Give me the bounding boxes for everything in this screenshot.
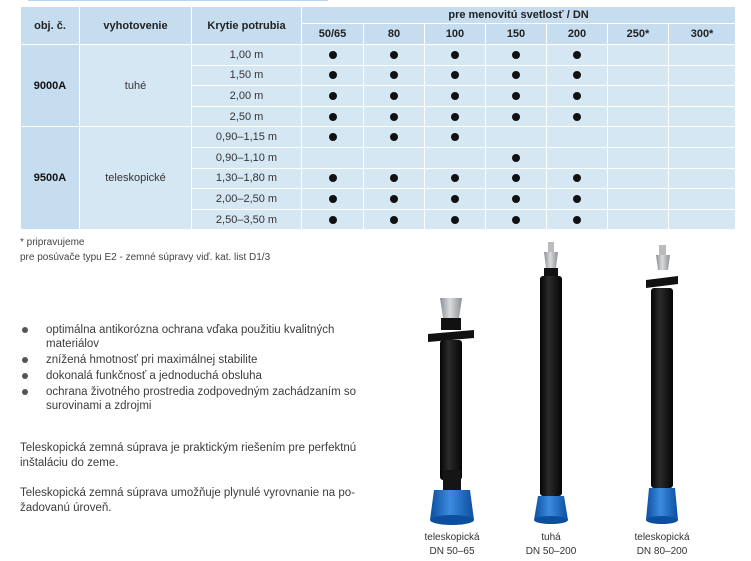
availability-cell xyxy=(486,45,547,66)
available-dot-icon xyxy=(390,133,398,141)
rigid-set xyxy=(534,242,568,524)
available-dot-icon xyxy=(329,51,337,59)
availability-cell xyxy=(608,189,669,210)
available-dot-icon xyxy=(451,133,459,141)
header-dn: 200 xyxy=(547,24,608,45)
available-dot-icon xyxy=(512,174,520,182)
available-dot-icon xyxy=(512,216,520,224)
availability-cell xyxy=(608,45,669,66)
bullet-icon xyxy=(22,327,28,333)
available-dot-icon xyxy=(390,195,398,203)
bullet-icon xyxy=(22,389,28,395)
availability-cell xyxy=(547,86,608,107)
available-dot-icon xyxy=(512,154,520,162)
cover-length: 0,90–1,15 m xyxy=(192,127,302,148)
available-dot-icon xyxy=(390,92,398,100)
availability-cell xyxy=(302,147,364,168)
bullet-icon xyxy=(22,373,28,379)
telescopic-set-large xyxy=(646,245,678,524)
table-notes xyxy=(20,235,270,265)
paragraph-adjust: Teleskopická zemná súprava umožňuje plynulé vyrovnanie na po-žadovanú úroveň. xyxy=(20,487,355,514)
availability-cell xyxy=(669,127,736,148)
availability-cell xyxy=(669,86,736,107)
header-design: vyhotovenie xyxy=(80,7,192,45)
cover-length: 1,00 m xyxy=(192,45,302,66)
availability-cell xyxy=(364,86,425,107)
availability-cell xyxy=(608,209,669,230)
availability-cell xyxy=(302,209,364,230)
feature-item: optimálna antikorózna ochrana vďaka použitiu kvalitných materiálov xyxy=(20,323,375,351)
availability-cell xyxy=(364,147,425,168)
availability-cell xyxy=(302,86,364,107)
availability-cell xyxy=(425,168,486,189)
availability-cell xyxy=(486,86,547,107)
availability-cell xyxy=(364,45,425,66)
availability-cell xyxy=(302,168,364,189)
paragraph-intro: Teleskopická zemná súprava je praktickým riešením pre perfektnú inštaláciu do zeme. xyxy=(20,442,357,469)
table-row xyxy=(21,127,736,148)
availability-cell xyxy=(486,189,547,210)
availability-cell xyxy=(425,45,486,66)
availability-cell xyxy=(608,147,669,168)
available-dot-icon xyxy=(329,195,337,203)
availability-cell xyxy=(364,168,425,189)
available-dot-icon xyxy=(573,92,581,100)
available-dot-icon xyxy=(329,216,337,224)
availability-cell xyxy=(486,168,547,189)
available-dot-icon xyxy=(451,174,459,182)
availability-cell xyxy=(547,106,608,127)
caption-rigid: tuhá DN 50–200 xyxy=(525,532,577,557)
note-reference: pre posúvače typu E2 - zemné súpravy viď. kat. list D1/3 xyxy=(20,252,271,263)
feature-item: dokonalá funkčnosť a jednoduchá obsluha xyxy=(20,369,375,383)
availability-cell xyxy=(547,189,608,210)
availability-cell xyxy=(486,147,547,168)
available-dot-icon xyxy=(512,51,520,59)
availability-cell xyxy=(608,86,669,107)
available-dot-icon xyxy=(390,113,398,121)
availability-cell xyxy=(486,209,547,230)
feature-list xyxy=(20,323,375,415)
header-dn: 80 xyxy=(364,24,425,45)
available-dot-icon xyxy=(390,71,398,79)
header-code: obj. č. xyxy=(21,7,80,45)
bullet-icon xyxy=(22,357,28,363)
available-dot-icon xyxy=(512,71,520,79)
availability-cell xyxy=(608,106,669,127)
availability-cell xyxy=(669,106,736,127)
availability-cell xyxy=(547,209,608,230)
availability-cell xyxy=(425,147,486,168)
available-dot-icon xyxy=(329,133,337,141)
availability-cell xyxy=(425,106,486,127)
header-dn-group: pre menovitú svetlosť / DN xyxy=(302,7,736,24)
availability-cell xyxy=(547,45,608,66)
availability-cell xyxy=(302,106,364,127)
availability-cell xyxy=(669,65,736,86)
availability-cell xyxy=(669,168,736,189)
availability-cell xyxy=(425,189,486,210)
object-code: 9500A xyxy=(21,127,80,230)
available-dot-icon xyxy=(329,92,337,100)
available-dot-icon xyxy=(329,71,337,79)
available-dot-icon xyxy=(390,216,398,224)
telescopic-set-small xyxy=(428,298,474,525)
availability-cell xyxy=(425,209,486,230)
availability-cell xyxy=(425,86,486,107)
available-dot-icon xyxy=(512,195,520,203)
feature-item: znížená hmotnosť pri maximálnej stabilite xyxy=(20,353,375,367)
availability-cell xyxy=(547,168,608,189)
available-dot-icon xyxy=(573,71,581,79)
caption-telescopic-small: teleskopická DN 50–65 xyxy=(424,532,480,557)
availability-cell xyxy=(425,65,486,86)
top-rule xyxy=(28,0,328,5)
available-dot-icon xyxy=(573,51,581,59)
cover-length: 0,90–1,10 m xyxy=(192,147,302,168)
availability-cell xyxy=(364,65,425,86)
availability-cell xyxy=(486,106,547,127)
availability-cell xyxy=(302,189,364,210)
spec-table-body xyxy=(21,45,736,230)
available-dot-icon xyxy=(573,113,581,121)
available-dot-icon xyxy=(451,195,459,203)
availability-cell xyxy=(669,189,736,210)
cover-length: 2,50–3,50 m xyxy=(192,209,302,230)
availability-cell xyxy=(608,127,669,148)
object-code: 9000A xyxy=(21,45,80,127)
feature-item: ochrana životného prostredia zodpovedným zachádzaním so surovinami a zdrojmi xyxy=(20,385,375,413)
table-row xyxy=(21,45,736,66)
available-dot-icon xyxy=(451,51,459,59)
header-dn: 50/65 xyxy=(302,24,364,45)
header-dn: 100 xyxy=(425,24,486,45)
cover-length: 2,00 m xyxy=(192,86,302,107)
available-dot-icon xyxy=(512,92,520,100)
available-dot-icon xyxy=(390,174,398,182)
availability-cell xyxy=(547,147,608,168)
available-dot-icon xyxy=(512,113,520,121)
available-dot-icon xyxy=(451,113,459,121)
availability-cell xyxy=(608,65,669,86)
availability-cell xyxy=(669,45,736,66)
available-dot-icon xyxy=(329,174,337,182)
header-dn: 300* xyxy=(669,24,736,45)
availability-cell xyxy=(547,65,608,86)
cover-length: 1,50 m xyxy=(192,65,302,86)
available-dot-icon xyxy=(451,92,459,100)
available-dot-icon xyxy=(451,71,459,79)
availability-cell xyxy=(425,127,486,148)
caption-telescopic-large: teleskopická DN 80–200 xyxy=(634,532,690,557)
availability-cell xyxy=(669,209,736,230)
cover-length: 2,00–2,50 m xyxy=(192,189,302,210)
availability-cell xyxy=(364,209,425,230)
availability-cell xyxy=(302,45,364,66)
available-dot-icon xyxy=(573,174,581,182)
availability-cell xyxy=(302,65,364,86)
available-dot-icon xyxy=(390,51,398,59)
availability-cell xyxy=(364,106,425,127)
header-cover: Krytie potrubia xyxy=(192,7,302,45)
availability-cell xyxy=(608,168,669,189)
header-dn: 250* xyxy=(608,24,669,45)
design-type: teleskopické xyxy=(80,127,192,230)
availability-cell xyxy=(364,127,425,148)
available-dot-icon xyxy=(451,216,459,224)
cover-length: 2,50 m xyxy=(192,106,302,127)
availability-cell xyxy=(486,65,547,86)
availability-cell xyxy=(364,189,425,210)
availability-cell xyxy=(486,127,547,148)
cover-length: 1,30–1,80 m xyxy=(192,168,302,189)
availability-cell xyxy=(669,147,736,168)
note-footnote: * pripravujeme xyxy=(20,237,85,248)
design-type: tuhé xyxy=(80,45,192,127)
header-dn: 150 xyxy=(486,24,547,45)
available-dot-icon xyxy=(573,216,581,224)
spec-table xyxy=(20,6,736,230)
availability-cell xyxy=(547,127,608,148)
availability-cell xyxy=(302,127,364,148)
available-dot-icon xyxy=(329,113,337,121)
available-dot-icon xyxy=(573,195,581,203)
